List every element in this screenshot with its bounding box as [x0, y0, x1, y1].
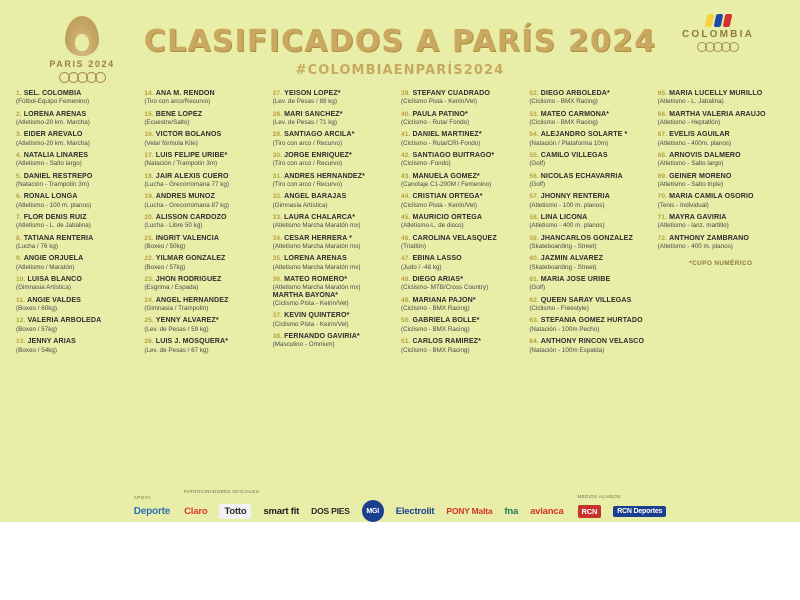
sponsor-logo-fna: fna [504, 505, 519, 517]
list-item: 39. STEFANY CUADRADO (Ciclismo Pista - Keirin/Vel) [400, 90, 490, 106]
sponsor-group-oficiales [184, 489, 564, 522]
list-item: 27. YEISON LÓPEZ* (Lev. de Pesas / 89 kg) [272, 90, 341, 106]
list-item: 48. DIEGO ARIAS* (Ciclismo- MTB/Cross Country) [400, 276, 489, 292]
list-item: 59. JHANCARLOS GONZÁLEZ (Skateboarding - Street) [529, 234, 633, 251]
bottom-white-band [0, 522, 800, 600]
sponsor-logo-dospies: DOS PIES [311, 506, 350, 516]
page-title: CLASIFICADOS A PARÍS 2024 [143, 24, 657, 59]
list-item: 30. JORGE ENRIQUEZ* (Tiro con arco / Recurvo) [272, 152, 352, 168]
list-item: 44. CRISTIAN ORTEGA* (Ciclismo Pista - Keirin/Vel) [400, 193, 483, 209]
list-item: 64. ANTHONY RINCÓN VELASCO (Natación - 100m Espalda) [529, 338, 645, 354]
sponsor-logo-claro: Claro [184, 505, 208, 517]
colombia-olympic-logo [670, 14, 766, 52]
list-item: 28. MARI SÁNCHEZ* (Lev. de Pesas / 71 kg) [272, 110, 343, 127]
list-item: 41. DANIEL MARTÍNEZ* (Ciclismo - Ruta/CRI-Fondo) [400, 131, 482, 147]
list-item: 12. VALERIA ARBOLEDA (Boxeo / 57kg) [16, 317, 102, 333]
list-item: 31. ANDRÉS HERNÁNDEZ* (Tiro con arco / Recurvo) [272, 172, 366, 189]
list-item: 9. ANGIE ORJUELA (Atletismo / Maratón) [16, 255, 84, 271]
list-item: 67. EVELIS AGUILAR (Atletismo - 400m. planos) [657, 131, 732, 147]
list-item: 40. PAULA PATIÑO* (Ciclismo - Ruta/ Fondo) [400, 110, 470, 127]
list-item: 21. INGRIT VALENCIA (Boxeo / 50kg) [144, 234, 220, 251]
list-item: 52. DIEGO ARBOLEDA* (Ciclismo - BMX Racing) [529, 90, 610, 106]
list-item: 1. SEL. COLOMBIA (Fútbol-Equipo Femenino) [16, 90, 90, 106]
list-item: 6. RONAL LONGA (Atletismo - 100 m. planos) [16, 193, 92, 209]
list-item: 22. YILMAR GONZÁLEZ (Boxeo / 57kg) [144, 255, 226, 271]
list-item: 53. MATEO CARMONA* (Ciclismo - BMX Racing) [529, 110, 610, 127]
list-item: 3. ÉIDER ARÉVALO (Atletismo-20 km. Marcha) [16, 131, 90, 147]
olympic-rings-icon [38, 72, 126, 83]
list-item: 43. MANUELA GÓMEZ* (Canotaje C1-200M / Femenino) [400, 172, 492, 189]
list-item: 54. ALEJANDRO SOLARTE * (Natación / Plataforma 10m) [529, 131, 628, 147]
sponsor-logo-totto: Totto [219, 504, 251, 519]
list-item: 34. CÉSAR HERRERA * (Atletismo Marcha Maratón mx) [272, 234, 361, 251]
list-item: 4. NATALIA LINARES (Atletismo - Salto largo) [16, 152, 89, 168]
athlete-column-3 [273, 90, 399, 359]
olympic-rings-icon-colombia [670, 42, 766, 52]
list-item: 47. EBINA LASSO (Judo / -48 kg) [400, 255, 462, 271]
list-item: 46. CAROLINA VELÁSQUEZ (Triatlón) [400, 234, 497, 251]
list-item: 68. ARNOVIS DALMERO (Atletismo - Salto largo) [657, 152, 741, 168]
list-item: 15. BENÉ LÓPEZ (Ecuestre/Salto) [144, 110, 203, 127]
sponsor-group-label: MEDIOS ALIADOS [577, 493, 621, 499]
list-item: 50. GABRIELA BOLLE* (Ciclismo - BMX Racing) [400, 317, 480, 333]
list-item: 29. SANTIAGO ARCILA* (Tiro con arco / Recurvo) [272, 131, 355, 147]
athlete-column-1 [16, 90, 142, 359]
list-item: 55. CAMILO VILLEGAS (Golf) [529, 152, 608, 168]
list-item: 51. CARLOS RAMÍREZ* (Ciclismo - BMX Racing) [400, 338, 481, 354]
list-item: 56. NICOLÁS ECHAVARRÍA (Golf) [529, 172, 623, 189]
sponsor-logo-rcn: RCN [578, 505, 602, 518]
list-item: 26. LUIS J. MOSQUERA* (Lev. de Pesas / 67 kg) [144, 338, 229, 354]
list-item: 2. LORENA ARENAS (Atletismo-20 km. Marcha) [16, 110, 90, 127]
list-item: 35. LORENA ARENAS (Atletismo Marcha Maratón mx) [272, 255, 361, 271]
sponsor-group-apoya [133, 494, 171, 517]
sponsor-group-label: PATROCINADORES OFICIALES [184, 489, 260, 494]
paris-2024-logo [38, 16, 126, 83]
list-item: 36. MATEO ROMERO* (Atletismo Marcha Maratón mx) MARTHA BAYONA* (Ciclismo Pista - Keirin/Vel) [273, 276, 399, 307]
athlete-column-4 [401, 90, 527, 359]
list-item: 20. ALISSON CARDOZO (Lucha - Libre 50 kg) [144, 214, 227, 230]
list-item: 19. ANDRÉS MUÑOZ (Lucha - Grecorromana 87 kg) [144, 193, 230, 209]
list-item: 66. MARTHA VALERIA ARAUJO (Atletismo - Heptatlón) [657, 110, 766, 127]
sponsor-logo-electrolit: Electrolit [395, 505, 435, 517]
athlete-column-6 [658, 90, 784, 359]
sponsor-logo-avianca: avianca [530, 505, 564, 517]
sponsor-logo-rcn-deportes: RCN Deportes [613, 506, 666, 517]
list-item: 60. JAZMÍN ÁLVAREZ (Skateboarding - Street) [529, 255, 604, 271]
list-item-extra-detail: (Ciclismo Pista - Keirin/Vel) [272, 299, 349, 307]
list-item: 10. LUISA BLANCO (Gimnasia Artística) [16, 276, 82, 292]
list-item: 63. STEFANÍA GÓMEZ HURTADO (Natación - 100m Pecho) [529, 317, 643, 333]
list-item: 69. GEINER MORENO (Atletismo - Salto triple) [657, 172, 732, 189]
list-item: 61. MARÍA JOSÉ URIBE (Golf) [529, 276, 611, 292]
list-item: 8. TATIANA RENTERÍA (Lucha / 76 kg) [16, 234, 94, 251]
sponsor-logo-smartfit: smart fit [263, 505, 300, 517]
list-item: 65. MARÍA LUCELLY MURILLO (Atletismo - L. Jabalina) [657, 90, 763, 106]
list-item-extra-name: MARTHA BAYONA* [272, 290, 338, 299]
olympic-flame-icon [65, 16, 99, 56]
list-item: 58. LINA LICONA (Atletismo - 400 m. planos) [529, 214, 605, 230]
paris-logo-text: PARIS 2024 [49, 59, 115, 69]
list-item: 71. MAYRA GAVIRIA (Atletismo - lanz. martillo) [657, 214, 729, 230]
list-item: 18. JAIR ALEXIS CUERO (Lucha - Grecorromana 77 kg) [144, 172, 230, 189]
sponsor-group-label: APOYA [133, 494, 151, 500]
footnote-text: *CUPO NUMÉRICO [689, 260, 753, 268]
athlete-column-5 [529, 90, 655, 359]
list-item: 5. DANIEL RESTREPO (Natación - Trampolín 3m) [16, 172, 93, 189]
list-item: 62. QUEEN SARAY VILLEGAS (Ciclismo - Freestyle) [529, 296, 632, 313]
list-item: 23. JHON RODRÍGUEZ (Esgrima / Espada) [144, 276, 222, 292]
athlete-columns [0, 78, 800, 359]
list-item: 11. ANGIE VALDÉS (Boxeo / 60kg) [16, 296, 81, 313]
colombia-logo-text: COLOMBIA [681, 29, 755, 40]
sponsor-group-medios [577, 493, 667, 518]
list-item: 25. YENNY ÁLVAREZ* (Lev. de Pesas / 59 kg) [144, 317, 219, 333]
list-item: 14. ANA M. RENDÓN (Tiro con arco/Recurvo) [144, 90, 215, 106]
list-item: 7. FLOR DENIS RUIZ (Atletismo - L. de Jabalina) [16, 214, 91, 230]
list-item: 72. ANTHONY ZAMBRANO (Atletismo - 400 m. planos) [657, 234, 750, 251]
list-item: 70. MARÍA CAMILA OSORIO (Tenis - Individual) [657, 193, 754, 209]
list-item: 37. KEVIN QUINTERO* (Ciclismo Pista - Keirin/Vel) [272, 312, 350, 328]
list-item: 32. ÁNGEL BARAJAS (Gimnasia Artística) [272, 193, 347, 209]
list-item: 33. LAURA CHALARCA* (Atletismo Marcha Maratón mx) [272, 214, 361, 230]
list-item: 17. LUIS FELIPE URIBE* (Natación / Trampolín 3m) [144, 152, 228, 168]
list-item: 24. ÁNGEL HERNÁNDEZ (Gimnasia / Trampolín) [144, 296, 229, 313]
athlete-column-2 [144, 90, 270, 359]
poster-header [0, 0, 800, 78]
colombia-flag-icon [670, 14, 766, 27]
list-item: 42. SANTIAGO BUITRAGO* (Ciclismo -Fondo) [400, 152, 495, 168]
list-item: 16. VÍCTOR BOLAÑOS (Vela/ fórmula Kite) [144, 131, 222, 147]
sponsor-strip [0, 489, 800, 522]
list-item: 45. MAURICIO ORTEGA (Atletismo-L. de disco) [400, 214, 483, 230]
list-item: 57. JHONNY RENTERÍA (Atletismo - 100 m. planos) [529, 193, 610, 209]
list-item: 13. JENNY ARIAS (Boxeo / 54kg) [16, 338, 76, 354]
sponsor-logo-deporte: Deporte [133, 505, 171, 517]
sponsor-logo-mgi: MGI [362, 500, 384, 522]
list-item: 49. MARIANA PAJÓN* (Ciclismo - BMX Racing) [400, 296, 476, 313]
list-item: 38. FERNANDO GAVIRIA* (Masculino - Omnium) [272, 332, 360, 349]
sponsor-logo-pony-malta: PONY Malta [446, 506, 493, 516]
hashtag-text: #COLOMBIAENPARÍS2024 [295, 63, 505, 78]
